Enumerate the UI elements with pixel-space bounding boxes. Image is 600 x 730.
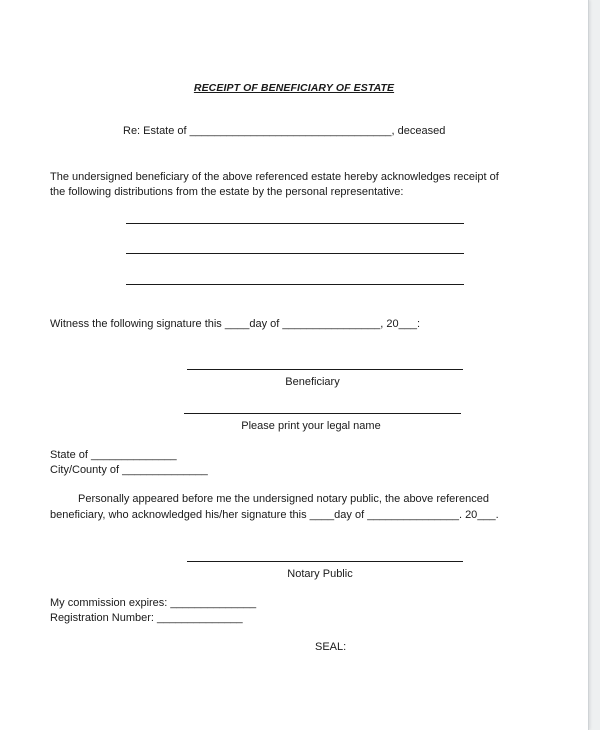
- state-line: [50, 448, 177, 462]
- legal-name-label: Please print your legal name: [241, 420, 381, 432]
- ack-line-2: the following distributions from the estate by the personal representative:: [50, 186, 404, 198]
- witness-text-a: Witness the following signature this: [50, 318, 225, 330]
- estate-suffix: , deceased: [391, 125, 446, 137]
- notary-text-b: day of: [334, 509, 368, 521]
- state-blank[interactable]: ______________: [90, 449, 177, 461]
- distribution-line-3[interactable]: [126, 284, 464, 285]
- estate-prefix: Re: Estate of: [123, 125, 190, 137]
- county-label: City/County of: [50, 464, 123, 476]
- ack-line-1: The undersigned beneficiary of the above referenced estate hereby acknowledges receipt of: [50, 171, 499, 183]
- beneficiary-label: Beneficiary: [285, 376, 340, 388]
- notary-public-label: Notary Public: [287, 568, 353, 580]
- county-line: [50, 463, 208, 477]
- estate-name-blank[interactable]: _________________________________: [189, 125, 392, 137]
- seal-label: SEAL:: [315, 641, 347, 653]
- registration-blank[interactable]: ______________: [157, 612, 243, 624]
- witness-text-b: day of: [249, 318, 283, 330]
- witness-month-blank[interactable]: ________________: [282, 318, 381, 330]
- notary-text-d: .: [495, 509, 499, 521]
- notary-text-line-2: [50, 508, 499, 522]
- notary-signature-line[interactable]: [187, 561, 463, 562]
- witness-text-d: :: [417, 318, 421, 330]
- commission-line: [50, 596, 256, 610]
- beneficiary-signature-line[interactable]: [187, 369, 463, 370]
- state-label: State of: [50, 449, 91, 461]
- notary-text-line-1: Personally appeared before me the undersigned notary public, the above referenced: [78, 493, 489, 505]
- registration-label: Registration Number:: [50, 612, 157, 624]
- county-blank[interactable]: ______________: [122, 464, 208, 476]
- witness-line: [50, 317, 420, 331]
- witness-year-blank[interactable]: ___: [398, 318, 417, 330]
- distribution-line-2[interactable]: [126, 253, 464, 254]
- document-title: RECEIPT OF BENEFICIARY OF ESTATE: [193, 82, 395, 94]
- commission-label: My commission expires:: [50, 597, 171, 609]
- commission-blank[interactable]: ______________: [170, 597, 257, 609]
- witness-day-blank[interactable]: ____: [224, 318, 250, 330]
- notary-text-c: . 20: [458, 509, 478, 521]
- estate-line: [123, 124, 445, 138]
- registration-line: [50, 611, 243, 625]
- notary-day-blank[interactable]: ____: [309, 509, 335, 521]
- notary-year-blank[interactable]: ___: [477, 509, 496, 521]
- distribution-line-1[interactable]: [126, 223, 464, 224]
- witness-text-c: , 20: [380, 318, 399, 330]
- notary-text-a: beneficiary, who acknowledged his/her signature this: [50, 509, 310, 521]
- legal-name-line[interactable]: [184, 413, 461, 414]
- notary-month-blank[interactable]: _______________: [367, 509, 459, 521]
